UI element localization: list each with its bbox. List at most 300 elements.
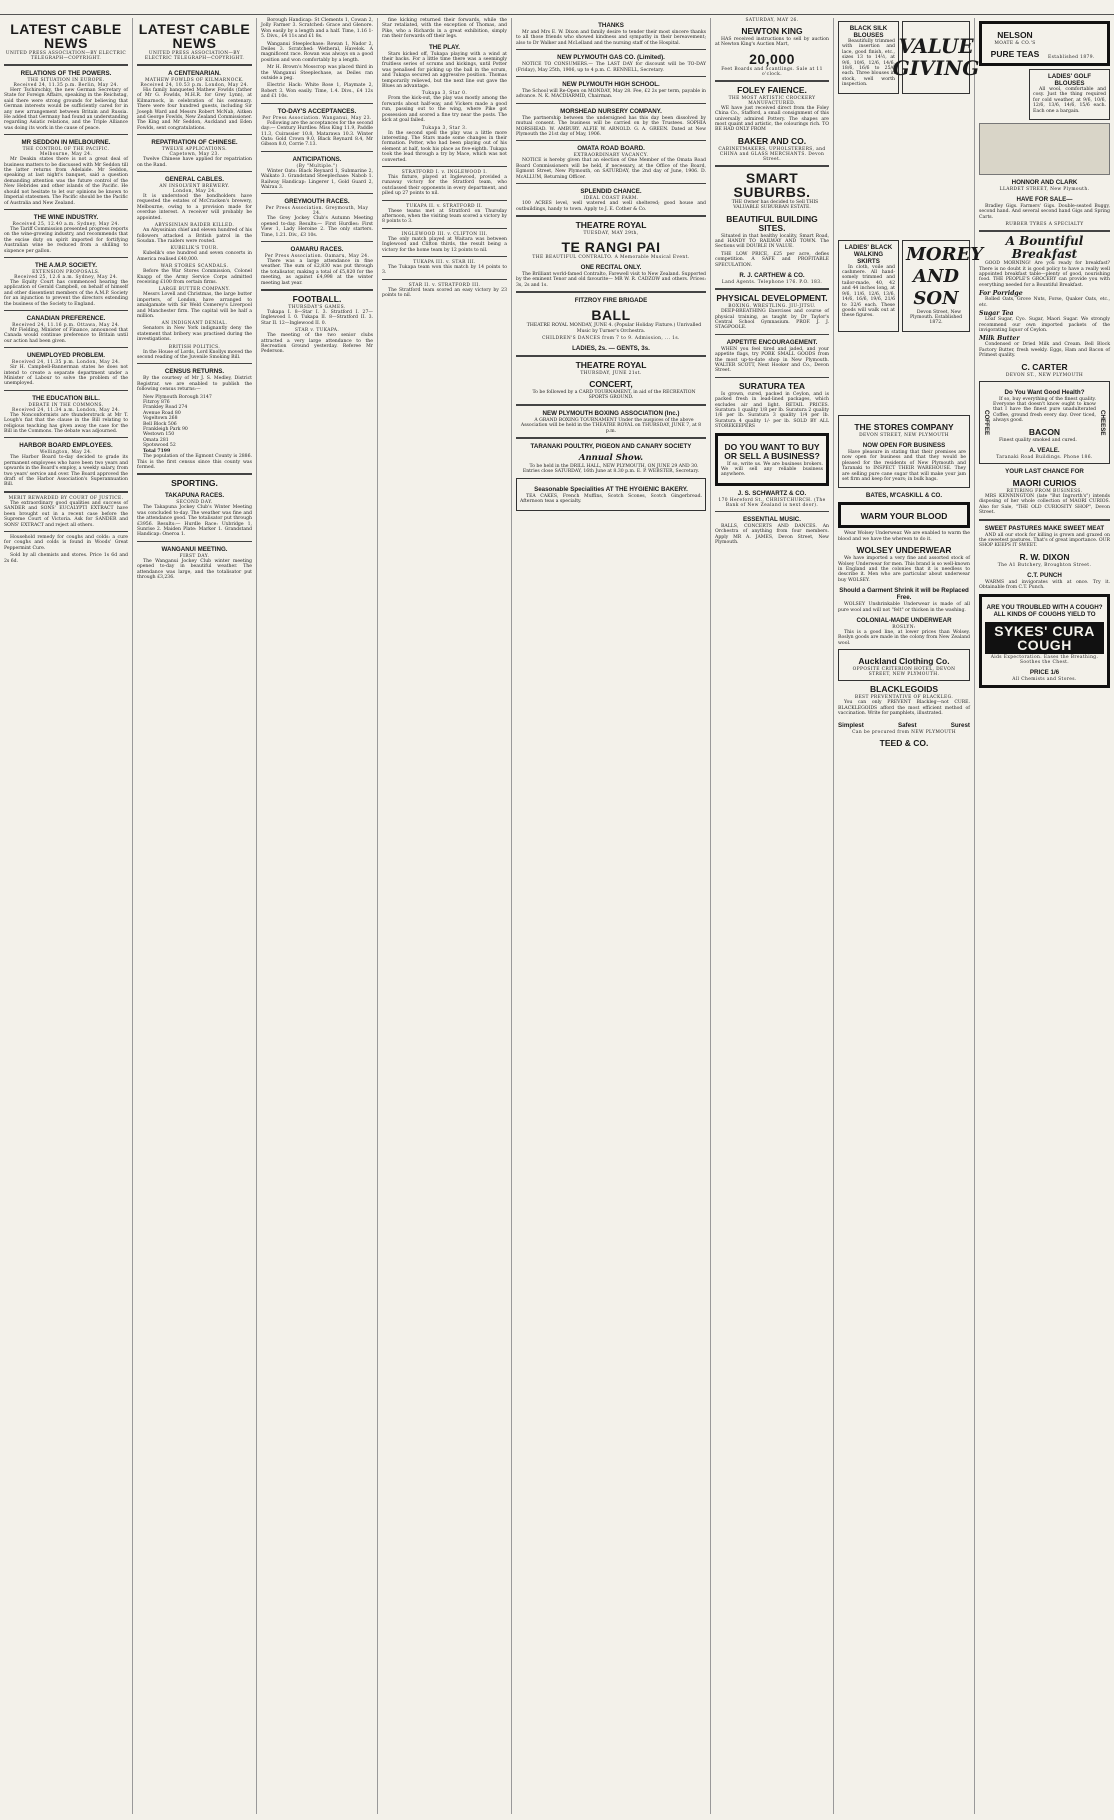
article-body: Messrs Lovell and Christmas, the large butter importers, of London, have arranged to amalgamate with Sir Weld Comerey's Liverpool and Manchester firm. The capital will be half a million.	[137, 292, 252, 319]
advert-heading: LADIES' BLACK WALKING SKIRTS	[844, 243, 893, 265]
cheese-label: CHEESE	[1099, 409, 1106, 435]
firm-address: Taranaki Road Buildings. Phone 186.	[996, 454, 1093, 460]
divider	[261, 103, 373, 104]
advert-body: This is a good line, at lower prices than Wolsey. Roslyn goods are made in the colony from New Zealand wool.	[838, 629, 970, 646]
article-body: Tukapa I. 8—Star I. 3. Stratford I. 27—Inglewood I. 0. Tukapa II. 8—Stratford II. 3. Star II. 12—Inglewood II. 0.	[261, 310, 373, 326]
advert-heading: MERIT REWARDED BY COURT OF JUSTICE.	[8, 495, 124, 501]
advert-body: Sold by all chemists and stores. Price 1s 6d and 2s 6d.	[4, 553, 128, 564]
brand-name: NELSON	[997, 30, 1033, 40]
article-body: Mr Deakin states there is not a great deal of business matters to be discussed with Mr Seddon till the latter returns from Adelaide. Mr Seddon, speaking at last night's banquet, said a question demanding attention was the future control of the New Hebrides and other islands of the Pacific. He should not hesitate to let our opinions be known to Imperial statesmen. The Pacific should be the Pacific of Australia and New Zealand.	[4, 157, 128, 206]
advert-body: In cloth, voile and cashmere. All hand-somely trimmed and tailor-made, 40, 42 and 44 inches long, at 9/6, 11/6, 12/6, 13/6, 14/6, 16/6, 19/6, 21/6 to 32/6 each. These goods will walk out at these figures.	[842, 264, 895, 319]
article-body: The population of the Egmont County is 2886. This is the first census since this county was formed.	[137, 454, 252, 470]
article-heading: THE WINE INDUSTRY.	[33, 213, 99, 221]
article-body: Winter Oats: Black Reynard 1, Submarine 2, Waikato 3. Grandstand Steeplechase: Nabob 1. Railway Handicap: Lingerer 1, Gold Guard 2, Wairau 3.	[261, 168, 373, 190]
firm-name: J. S. SCHWARTZ & CO.	[737, 489, 807, 497]
dateline: Received 24, 11.35 p.m. London, May 24.	[11, 360, 121, 366]
morey-title: MOREY AND SON	[906, 243, 984, 309]
census-total: Total 7199	[143, 448, 171, 454]
census-table	[137, 395, 252, 454]
advert-body: Household remedy for coughs and colds: a cure for coughs and colds is found in Woods' Great Peppermint Cure.	[4, 534, 128, 551]
advert-subheading: ROSLYN:	[892, 624, 916, 630]
article-subheading: WAR STORES SCANDALS.	[160, 264, 229, 270]
dateline: Received 25, 12.40 a.m. Sydney, May 24.	[12, 221, 120, 227]
breakfast-heading: A Bountiful Breakfast	[1005, 234, 1084, 262]
article-body: Mr H. Brown's Mosscrop was placed third in the Wanganui Steeplechase, as Deiles ran outside a peg.	[261, 65, 373, 82]
divider	[516, 291, 706, 293]
stores-company-advert	[838, 415, 970, 488]
divider	[382, 279, 507, 280]
notice-body: NOTICE is hereby given that an election of One Member of the Omata Road Board Commissioners will be held, if necessary, at the Office of the Board, Egmont Street, New Plymouth, on SATURDAY, the 2nd day of June, 1906. D. McALLUM, Returning Officer.	[516, 158, 706, 180]
notice-body: Mr and Mrs E. W. Dixon and family desire to tender their most sincere thanks to all those friends who showed kindness and sympathy in their bereavement; also to Dr Walker and McLelland and the nursing staff of the Hospital.	[516, 30, 706, 46]
dateline: Melbourne, May 24.	[39, 152, 93, 158]
article-heading: HARBOR BOARD EMPLOYEES.	[19, 442, 113, 450]
column-6	[711, 18, 834, 1814]
notice-body: The School will Re-Open on MONDAY, May 28. Fee, £2 2s per term, payable in advance. N. K. MACDIARMID, Chairman.	[516, 89, 706, 100]
advert-subheading: THE MOST ARTISTIC CROCKERY MANUFACTURED.	[728, 95, 816, 106]
ball-title: BALL	[591, 307, 631, 324]
article-subheading: KUBELIK'S TOUR.	[170, 246, 219, 252]
performer-name: TE RANGI PAI	[561, 238, 661, 255]
article-body: Wanganui Steeplechase: Rowan 1, Nador 2, Deiles 3. Scratched: Wetheral, Havelok. A magnificent race. Rowan was always on a good position and won comfortably by a length.	[261, 41, 373, 63]
advert-heading: SWEET PASTURES MAKE SWEET MEAT	[984, 524, 1105, 532]
sale-date: SATURDAY, MAY 26.	[745, 18, 799, 23]
advert-heading: WOLSEY UNDERWEAR	[856, 545, 952, 556]
notice-heading: THANKS	[598, 22, 624, 29]
section-heading: FOOTBALL.	[292, 294, 342, 304]
article-subheading: MATHEW FOWLDS OF KILMARNOCK.	[145, 78, 244, 83]
warm-blood-advert	[838, 502, 970, 528]
census-row: Vogeltown 268	[143, 416, 178, 422]
advert-subheading: BOXING. WRESTLING. JIU-JITSU.	[728, 304, 816, 310]
skirts-advert	[838, 240, 899, 332]
value-giving-title: VALUE GIVING	[892, 34, 980, 81]
advert-body: We have imported a very fine and assorted stock of Wolsey Underwear for men. This brand is so well-known in England and the colonies that it is needless to describe it. Men who are particular about underwear buy WOLSEY.	[838, 556, 970, 583]
advert-body: Situated in that healthy locality, Smart Road, and HANDY TO RAILWAY AND TOWN. The Sections will DOUBLE IN VALUE.	[715, 233, 829, 250]
match-heading: TUKAPA II. v. STRATFORD II.	[406, 203, 483, 209]
match-heading: INGLEWOOD III. v. CLIFTON III.	[401, 231, 488, 237]
divider	[137, 171, 252, 172]
event-body: A GRAND BOXING TOURNAMENT Under the auspices of the above Association will be held in the THEATRE ROYAL on THURSDAY, JUNE 7, at 8 p.m.	[520, 417, 702, 434]
column-1	[0, 18, 133, 1814]
advert-subheading: Aids Expectoration. Eases the Breathing. Soothes the Chest.	[990, 654, 1099, 665]
dateline: Per Press Association. Oamaru, May 24.	[264, 253, 370, 259]
bakery-body: TEA CAKES, French Muffins, Scotch Scones, Scotch Gingerbread. Afternoon teas a specialty.	[520, 493, 702, 505]
article-body: The Tukapa team won this match by 14 points to 3.	[382, 265, 507, 276]
divider	[715, 334, 829, 335]
article-body: fine kicking returned their forwards, while the Star retaliated, with the exception of Thomas, and Pike, who a Richards in a great exhibition, simply ran their forwards off their legs.	[382, 18, 507, 40]
notice-heading: SPLENDID CHANCE.	[580, 188, 642, 196]
article-body: The meeting of the two senior clubs attracted a very large attendance to the Recreation Ground yesterday. Referee Mr Pederson.	[261, 333, 373, 355]
article-subheading: BRITISH POLITICS.	[168, 344, 221, 350]
article-body: Senators in New York indignantly deny the statement that bribery was practised during the investigations.	[137, 326, 252, 343]
coffee-label: COFFEE	[983, 409, 990, 435]
article-subheading: SECOND DAY.	[176, 500, 213, 506]
notice-heading: NEW PLYMOUTH HIGH SCHOOL.	[562, 81, 660, 89]
divider	[4, 347, 128, 348]
dateline: Wellington, May 24.	[39, 450, 93, 456]
divider	[261, 289, 373, 291]
divider	[4, 491, 128, 493]
theatre-heading: THEATRE ROYAL	[575, 359, 647, 370]
census-row: Omata 281	[143, 437, 169, 443]
dateline: Per Press Association. Greymouth, May 24.	[265, 206, 369, 217]
divider	[715, 511, 829, 512]
advert-heading: YOUR LAST CHANCE FOR	[1005, 467, 1084, 475]
divider	[137, 134, 252, 135]
census-row: Spotswood 52	[143, 443, 176, 449]
advert-body: AND all our stock for killing is grown and grazed on the sweetest pastures. That's of great importance. OUR SHOP KEEPS IT SWEET.	[979, 532, 1110, 549]
census-row: Frankleigh Park 90	[143, 427, 188, 433]
divider	[979, 519, 1110, 521]
press-credit: UNITED PRESS ASSOCIATION—BY ELECTRIC TELEGRAPH—COPYRIGHT.	[144, 51, 245, 61]
price-label: PRICE 1/6	[1029, 668, 1060, 676]
divider	[4, 209, 128, 210]
dateline: Received 24, 10.53 p.m. London, May 24.	[140, 83, 249, 88]
advert-heading: PHYSICAL DEVELOPMENT.	[716, 293, 828, 304]
advert-body: The extraordinary good qualities and success of SANDER and SONS' EUCALYPTI EXTRACT have been brought out in a recent case before the Supreme Court of Victoria. Ask for SANDER and SONS' EXTRACT and reject all others.	[4, 500, 128, 528]
article-heading: CENSUS RETURNS.	[164, 368, 225, 376]
latest-cable-news-heading: LATEST CABLE NEWS	[138, 21, 251, 51]
advert-body: WARMS and invigorates with at once. Try it. Obtainable from C.T. Punch.	[979, 579, 1110, 591]
firm-address: LLARDET STREET, New Plymouth.	[999, 187, 1090, 193]
slogan-row	[838, 718, 970, 730]
advert-body: Devon Street, New Plymouth. Established 1872.	[909, 309, 963, 326]
advert-heading: ARE YOU TROUBLED WITH A COUGH? ALL KINDS OF COUGHS YIELD TO	[986, 603, 1103, 618]
firm-address: 170 Hereford St., CHRISTCHURCH. (The Bank of New Zealand is next door).	[718, 497, 826, 508]
advert-body: Beautifully trimmed with insertion and lace, good finish, etc., sizes 13 to 14½, at 9/6, 10/6, 12/6, 14/6, 18/6, 16/6 to 25/6 each. Three blouses in stock, well worth inspection.	[842, 39, 895, 88]
article-subheading: ABYSSINIAN RAIDER KILLED.	[154, 223, 235, 229]
article-body: Kubelik's one hundred and seven concerts in America realised £40,000.	[137, 251, 252, 262]
advert-heading: DO YOU WANT TO BUY OR SELL A BUSINESS?	[724, 441, 820, 461]
value-giving-advert	[892, 21, 980, 94]
article-body: The Equity Court has commenced hearing the application of Gerald Campbell, on behalf of himself and other dissentient members of the A.M.P. Society for an injunction to prevent the directors extending the business of the Society to England.	[4, 279, 128, 307]
article-heading: TO-DAY'S ACCEPTANCES.	[277, 107, 357, 115]
article-body: The Stratford team scored an easy victory by 23 points to nil.	[382, 287, 507, 299]
article-body: Mr Fielding, Minister of Finance, announced that Canada would continue preference to Britain until our action had been given.	[4, 327, 128, 344]
firm-name: R. J. CARTHEW & CO.	[739, 272, 805, 280]
divider	[261, 241, 373, 242]
article-body: The Harbor Board to-day decided to grade its permanent employees who have been two years and upwards in the Board's employ, a weekly salary, from two years' service and over. The Board approved the draft of the Harbor Association's Superannuation Bill.	[4, 455, 128, 488]
article-heading: GENERAL CABLES.	[164, 176, 225, 184]
divider	[137, 363, 252, 364]
dateline: Received 24, 11.34 a.m. London, May 24.	[12, 407, 120, 413]
census-row: Fitzroy 876	[143, 400, 170, 406]
notice-body: NOTICE TO CONSUMERS.— The LAST DAY for discount will be TO-DAY (Friday), May 25th, 1906, up to 4 p.m. C. RENNELL, Secretary.	[516, 62, 706, 73]
divider	[715, 288, 829, 290]
census-row: Avenue Road 80	[143, 410, 181, 416]
slogan-word: Safest	[897, 722, 917, 730]
divider	[4, 134, 128, 135]
divider	[261, 151, 373, 152]
notice-heading: MORSHEAD NURSERY COMPANY.	[560, 107, 662, 115]
advert-body: All wool, comfortable and cosy. Just the thing required for cold weather, at 9/6, 10/6, 12/6, 13/6, 14/6, 15/6 each. Each one a bargain.	[1033, 87, 1106, 114]
firm-name: TEED & CO.	[879, 738, 929, 749]
article-heading: ANTICIPATIONS.	[292, 155, 342, 163]
product-body: Condensed or Dried Milk and Cream. Bell Block Factory Butter, fresh weekly. Eggs, Ham and Bacon of Primest quality.	[979, 342, 1110, 359]
brand-product: PURE TEAS	[990, 49, 1040, 59]
divider	[4, 310, 128, 311]
column-7	[834, 18, 984, 1814]
event-title: CONCERT,	[589, 378, 633, 389]
advert-heading: LADIES' GOLF BLOUSES	[1047, 73, 1092, 87]
event-note: ONE RECITAL ONLY.	[580, 263, 642, 271]
bakery-heading: Seasonable Specialities AT THE HYGIENIC BAKERY.	[534, 485, 688, 493]
article-body: By the courtesy of Mr J. S. Medley, District Registrar, we are enabled to publish the following census returns:—	[137, 376, 252, 393]
divider	[516, 140, 706, 141]
divider	[382, 256, 507, 257]
divider	[516, 76, 706, 77]
advert-heading: BEAUTIFUL BUILDING SITES.	[726, 213, 818, 233]
nelson-right	[1048, 27, 1104, 60]
show-body: To be held in the DRILL HALL, NEW PLYMOUTH, ON JUNE 29 AND 30. Entries close SATURDAY, 16th June at 8.30 p.m. E. P. WEBSTER, Secretary.	[522, 463, 700, 475]
article-body: It is understood the bondholders have requested the estates of McCracken's brewery, Melbourne, owing to a provision made for overdue interest. A receiver will probably be appointed.	[137, 194, 252, 221]
article-heading: OAMARU RACES.	[290, 245, 344, 253]
advert-body: WE have just received direct from the Foley China Co., Stafford, a small consignment of this universally admired Pottery. The shapes are most quaint and artistic, the colourings rich. TO BE HAD ONLY FROM	[715, 105, 829, 133]
match-heading: STAR II. v. STRATFORD III.	[408, 282, 481, 288]
article-body: In the second spell the play was a little more interesting. The Stars made some changes in their formation. Potter, who had been playing out of his element at half, took his place as five-eighth. Tukapa took the lead through a try by Mace, which was not converted.	[382, 130, 507, 163]
divider	[516, 215, 706, 217]
theatre-heading: THEATRE ROYAL	[575, 219, 647, 230]
press-credit: UNITED PRESS ASSOCIATION—BY ELECTRIC TELEGRAPH—COPYRIGHT.	[5, 51, 127, 61]
product-heading: BACON	[1028, 426, 1061, 437]
advert-body: Have pleasure in stating that their premises are now open for business and that they would be pleased for the residents of New Plymouth and Taranaki to INSPECT THEIR WAREHOUSE. They are selling pure cane sugar that will make your jam set firm and keep for years; in bulk bags.	[842, 449, 966, 482]
show-title: Annual Show.	[578, 452, 644, 463]
advert-heading: SMART SUBURBS.	[733, 169, 811, 200]
divider	[516, 437, 706, 439]
sale-note: Feet Boards and Scantlings. Sale at 11 o'clock.	[721, 66, 823, 77]
column-2	[133, 18, 257, 1814]
article-body: The Nonconformists are thunderstruck at Mr T. Lough's fiat that the clause in the Bill relating to religious teaching has given away the case for the Bill in the Commons. The debate was adjourned.	[4, 412, 128, 435]
divider	[715, 80, 829, 82]
column-5	[512, 18, 711, 1814]
cough-cure-advert	[979, 594, 1110, 688]
event-body: The Brilliant world-famed Contralto, Farewell visit to New Zealand. Supported by the eminent Tenor and old favourite— MR W. R. CADZOW and others. Prices: 3s, 2s and 1s.	[516, 271, 706, 288]
article-heading: A CENTENARIAN.	[168, 70, 221, 77]
slogan-word: Surest	[950, 722, 970, 730]
dateline: London, May 24.	[172, 189, 217, 195]
dateline: Received 25, 12.6 a.m. Sydney, May 24.	[14, 274, 118, 280]
advert-body: WHEN you feel tired and jaded, and your appetite flags, try PORK SMALL GOODS from the most up-to-date shop in New Plymouth. WALTER SCOTT, Next Hooker and Co., Devon Street.	[715, 346, 829, 374]
article-body: Twelve Chinese have applied for repatriation on the Rand.	[137, 157, 252, 168]
article-heading: TAKAPUNA RACES.	[164, 492, 225, 500]
advert-heading: ESSENTIAL MUSIC.	[743, 515, 801, 523]
article-body: Borough Handicap: St Clements 1, Cowan 2, Jolly Farmer 3. Scratched: Grace and Glenore. Won easily by a length and a half. Time, 1.16 1-5. Divs., £4 11s and £1 8s.	[261, 18, 373, 40]
divider	[137, 64, 252, 66]
article-subheading: AN INSOLVENT BREWERY.	[159, 184, 230, 190]
advert-heading: MAORI CURIOS	[1012, 477, 1077, 488]
dateline: Per Press Association. Wanganui, May 23.	[262, 115, 372, 121]
article-body: Herr Tschirschky, the new German Secretary of State for Foreign Affairs, speaking in the Reichstag, said there were strong grounds for believing that German interests would be sufficiently cared for in any new arrangement between Britain and Russia. He added that Germany had found an understanding regarding Asiatic relations, and the Triple Alliance was doing its work in the cause of peace.	[4, 88, 128, 131]
census-row: Westown 150	[143, 432, 175, 438]
article-heading: WANGANUI MEETING.	[161, 545, 228, 553]
show-heading: TARANAKI POULTRY, PIGEON AND CANARY SOCIETY	[530, 442, 692, 450]
article-heading: CANADIAN PREFERENCE.	[26, 314, 106, 322]
article-subheading: DEBATE IN THE COMMONS.	[28, 402, 104, 408]
advert-heading: BLACKLEGOIDS	[870, 684, 938, 695]
advert-note: RUBBER TYRES A SPECIALTY	[1005, 222, 1084, 228]
column-4	[378, 18, 512, 1814]
article-body: The Tariff Commission presented progress reports on the wine-growing industry, and recommends that the excise duty on spirit imported for fortifying Australian wine be reduced from a shilling to sixpence per gallon.	[4, 226, 128, 254]
divider	[715, 165, 829, 167]
article-body: An Abyssinian chief and eleven hundred of his followers attacked a British patrol in the Soudan. The raiders were routed.	[137, 228, 252, 244]
article-body: In the House of Lords, Lord Knollys moved the second reading of the Juvenile Smoking Bill.	[137, 349, 252, 360]
morey-advert	[902, 240, 984, 332]
event-heading: NEW PLYMOUTH BOXING ASSOCIATION (Inc.)	[542, 409, 680, 417]
good-health-body	[993, 385, 1096, 460]
advert-body: GOOD MORNING! Are you ready for breakfast? There is no doubt it is good policy to have a really well appointed breakfast table—plenty of good, nourishing food. THE PEOPLE'S GROCERY can provide you with everything needed for a Bountiful Breakfast.	[979, 261, 1110, 288]
event-date: TUESDAY, MAY 29th,	[583, 230, 639, 236]
latest-cable-news-heading: LATEST CABLE NEWS	[10, 21, 122, 51]
divider	[137, 541, 252, 542]
event-body: To be followed by a CARD TOURNAMENT, in aid of the RECREATION SPORTS GROUND.	[532, 389, 696, 401]
advert-heading: SURATURA TEA	[738, 380, 806, 391]
product-body: Rolled Oats, Grove Nuts, Forse, Quaker Oats, etc., etc.	[979, 297, 1110, 308]
business-advert	[715, 433, 829, 486]
firm-name: Auckland Clothing Co.	[858, 656, 950, 667]
notice-heading: OMATA ROAD BOARD.	[577, 145, 645, 153]
nelson-left	[985, 27, 1045, 60]
advert-body: WOLSEY Unshrinkable Underwear is made of all pure wool and will not "felt" or thicken in the washing.	[838, 602, 970, 613]
product-heading: For Porridge	[979, 290, 1023, 298]
advert-heading: Should a Garment Shrink it will be Replaced Free.	[839, 587, 969, 602]
divider	[4, 437, 128, 438]
advert-body: BALLS, CONCERTS AND DANCES. An Orchestra of anything from four members. Apply MR A. JAMES, Devon Street, New Plymouth.	[715, 523, 829, 546]
divider	[516, 404, 706, 406]
notice-subheading: EXTRAORDINARY VACANCY.	[573, 153, 649, 159]
notice-subheading: IDEAL COAST FARM.	[583, 196, 639, 202]
blouses-advert	[838, 21, 899, 94]
article-heading: THE A.M.P. SOCIETY.	[35, 261, 97, 269]
advert-body: Wear Wolsey Underwear. We are enabled to warm the blood and we have the whereon to do it.	[838, 531, 970, 542]
article-heading: UNEMPLOYED PROBLEM.	[26, 352, 106, 360]
census-row: Frankley Road 274	[143, 405, 188, 411]
divider	[516, 355, 706, 357]
advert-heading: Do You Want Good Health?	[1004, 388, 1085, 396]
column-3	[257, 18, 378, 1814]
advert-heading: WARM YOUR BLOOD	[860, 511, 948, 522]
firm-name: BAKER AND CO.	[737, 135, 807, 146]
article-heading: GREYMOUTH RACES.	[284, 198, 350, 206]
dateline: Received 24, 11.16 p.m. Ottawa, May 24.	[12, 322, 120, 328]
buggy-illustration	[979, 123, 1110, 175]
article-body: The Wanganui Jockey Club winter meeting opened to-day in beautiful weather. The attendance was large, and the totalisator put through £3,236.	[137, 558, 252, 580]
advert-subheading: DEVON STREET, NEW PLYMOUTH	[859, 432, 949, 438]
article-subheading: EXTENSION PROPOSALS.	[32, 269, 100, 275]
article-heading: REPATRIATION OF CHINESE.	[151, 139, 238, 147]
advert-body: THE LOW PRICE, £25 per acre, defies competition. A SAFE and PROFITABLE SPECULATION.	[715, 251, 829, 268]
article-body: This fixture, played at Inglewood, provided a runaway victory for the Stratford team, who outclassed their opponents in every department, and piled up 27 points to nil.	[382, 174, 507, 197]
article-body: There was a large attendance in fine weather. The sum of £2,830 was put through the totalisator, making a total of £5,820 for the meeting, as against £4,998 at the winter meeting last year.	[261, 258, 373, 286]
firm-name: BATES, M'CASKILL & CO.	[865, 492, 943, 500]
divider	[516, 103, 706, 104]
dateline: Received 24, 11.35 p.m. Berlin, May 24.	[13, 83, 119, 88]
article-subheading: LARGE BUTTER COMPANY.	[158, 287, 231, 293]
advert-heading: COLONIAL-MADE UNDERWEAR	[856, 616, 952, 624]
advert-heading: BLACK SILK BLOUSES	[849, 25, 888, 39]
divider	[4, 390, 128, 391]
advert-heading: FOLEY FAIENCE.	[737, 84, 807, 95]
match-heading: STRATFORD I. v. INGLEWOOD I.	[401, 169, 488, 175]
divider	[4, 64, 128, 66]
article-body: The Grey Jockey Club's Autumn Meeting opened to-day. Results:— First Hurdles: First View 1, Lady Heroine 2. The only starters. Time, 1.21. Div., £3 10s.	[261, 216, 373, 238]
golf-blouses-advert	[1029, 69, 1110, 120]
article-body: These teams met at Stratford on Thursday afternoon, when the visiting team scored a victory by 8 points to 3.	[382, 208, 507, 225]
advert-body: If so, write us. We are business brokers. We will sell any reliable business anywhere.	[721, 461, 823, 478]
article-subheading: THE SITUATION IN EUROPE.	[27, 78, 105, 83]
divider	[979, 230, 1110, 232]
good-health-advert	[979, 381, 1110, 464]
score-line: Tukapa 3, Star 0.	[421, 91, 468, 97]
article-body: From the kick-out, the play was mostly among the forwards about half-way, and Vickers made a good run, passing out to the wing, where Pike got possession and scored a fine try near the posts. The kick at goal failed.	[382, 96, 507, 124]
event-note: CHILDREN'S DANCES from 7 to 9. Admission, ... 1s.	[542, 335, 680, 341]
dateline: (By "Multiple.")	[296, 163, 338, 169]
advert-heading: THE STORES COMPANY	[854, 421, 954, 432]
advert-heading: HAVE FOR SALE—	[1016, 196, 1073, 204]
article-body: Before the War Stores Commission, Colonel Knapp of the Army Service Corps admitted receiving £100 from certain firms.	[137, 269, 252, 285]
census-row: Bell Block 506	[143, 421, 177, 427]
advert-heading: NOW OPEN FOR BUSINESS	[862, 441, 946, 449]
auctioneer-name: NEWTON KING	[741, 26, 803, 36]
match-heading: TUKAPA III. v. STAR III.	[413, 260, 476, 265]
sale-quantity: 20,000	[749, 50, 795, 67]
ticket-prices: LADIES, 2s. — GENTS, 3s.	[572, 344, 650, 352]
article-heading: RELATIONS OF THE POWERS.	[20, 70, 112, 77]
event-heading: FITZROY FIRE BRIGADE	[574, 297, 648, 305]
advert-heading: APPETITE ENCOURAGEMENT.	[726, 338, 818, 346]
sale-body: HAS received instructions to sell by auction at Newton King's Auction Mart,	[715, 37, 829, 48]
article-body: Following are the acceptances for the second day:— Century Hurdles: Miss King 11.9, Paddle 11.3, Cuirassier 10.8, Matarawa 10.3. Winter Oats: Gold Crown 9.0, Black Reynard 8.4, Mr Gibson 8.0, Corrie 7.13.	[261, 120, 373, 148]
article-heading: THE PLAY.	[428, 43, 461, 51]
section-heading: SPORTING.	[171, 478, 218, 489]
article-subheading: TWELVE APPLICATIONS.	[161, 147, 228, 153]
census-row: New Plymouth Borough 3147	[143, 394, 212, 400]
advert-body: THE Owner has decided to Sell THIS VALUABLE SUBURBAN ESTATE.	[731, 199, 819, 211]
brand-maker: MOATE & CO.'S	[994, 41, 1036, 46]
divider	[516, 49, 706, 50]
divider	[4, 531, 128, 532]
notice-body: The partnership between the undersigned has this day been dissolved by mutual consent. The business will be carried on by the Trustees. SOPHIA MORSHEAD. W. AMBURY. ALFIE W. ARNOLD. G. A. GREEN. Dated at New Plymouth the 21st day of May, 1906.	[516, 115, 706, 138]
divider	[382, 200, 507, 201]
slogan-word: Simplest	[838, 722, 864, 730]
column-8	[975, 18, 1114, 1814]
event-date: THURSDAY, JUNE 21st.	[580, 370, 642, 376]
article-subheading: THURSDAY'S GAMES.	[288, 305, 346, 310]
article-body: The Takapuna Jockey Club's Winter Meeting was concluded to-day. The weather was fine and the attendance good. The totalisator put through £3956. Results:— Hurdle Race: Uxbridge 1, Sunrise 2. Maiden Plate: Marker 1. Grandstand Handicap: Oneroa 1.	[137, 505, 252, 538]
article-subheading: STAR v. TUKAPA.	[294, 328, 340, 334]
article-heading: THE EDUCATION BILL.	[32, 394, 100, 402]
mid-adverts-row	[838, 237, 984, 335]
firm-name: A. VEALE.	[1029, 446, 1060, 454]
advert-subheading: BEST PREVENTATIVE OF BLACKLEG.	[854, 695, 954, 701]
top-adverts-row	[838, 18, 980, 97]
article-body: Electric Hack: White Rose 1, Playmate 2, Robert 3. Won easily. Time, 1.4. Divs., £4 12s and £1 10s.	[261, 83, 373, 100]
article-subheading: AN INDIGNANT DENIAL.	[161, 321, 228, 327]
advert-body: Bradley Gigs. Farmers' Gigs. Double-seated Buggy, second hand. And several second hand Gigs and Spring Carts.	[979, 204, 1110, 220]
divider	[4, 257, 128, 258]
firm-address: The A1 Butchery, Broughton Street.	[997, 562, 1092, 568]
firm-address: Land Agents. Telephone 176. P.O. 183.	[721, 280, 823, 286]
dateline: Capetown, May 23.	[169, 152, 220, 158]
advert-body: Is grown, cured, packed in Ceylon, and is packed fresh in lead-lined packages, which excludes air and light. RETAIL PRICES. Suratura 1 quality 1/8 per lb. Suratura 2 quality 1/6 per lb. Suratura 3 quality 1/4 per lb. Suratura 4 quality 1/- per lb. SOLD BY ALL STOREKEEPERS	[715, 391, 829, 430]
article-subheading: THE CONTROL OF THE PACIFIC.	[22, 147, 110, 153]
score-line: Tukapa 3, Star 3.	[421, 125, 468, 131]
product-body: Loaf Sugar, Cyo. Sugar, Maori Sugar. We strongly recommend our own imported packets of the invigorating liquor of Ceylon.	[979, 317, 1110, 333]
article-subheading: FIRST DAY.	[179, 553, 210, 559]
advert-subheading: RETIRING FROM BUSINESS.	[1006, 488, 1083, 494]
firm-name: C. CARTER	[1021, 361, 1068, 372]
advert-body: If so, buy everything of the finest quality. Everyone that doesn't know ought to know that I have the finest pure unadulterated Coffee, ground fresh every day. Over ticed, always good.	[993, 396, 1096, 424]
established-note: Established 1879.	[1048, 55, 1095, 60]
